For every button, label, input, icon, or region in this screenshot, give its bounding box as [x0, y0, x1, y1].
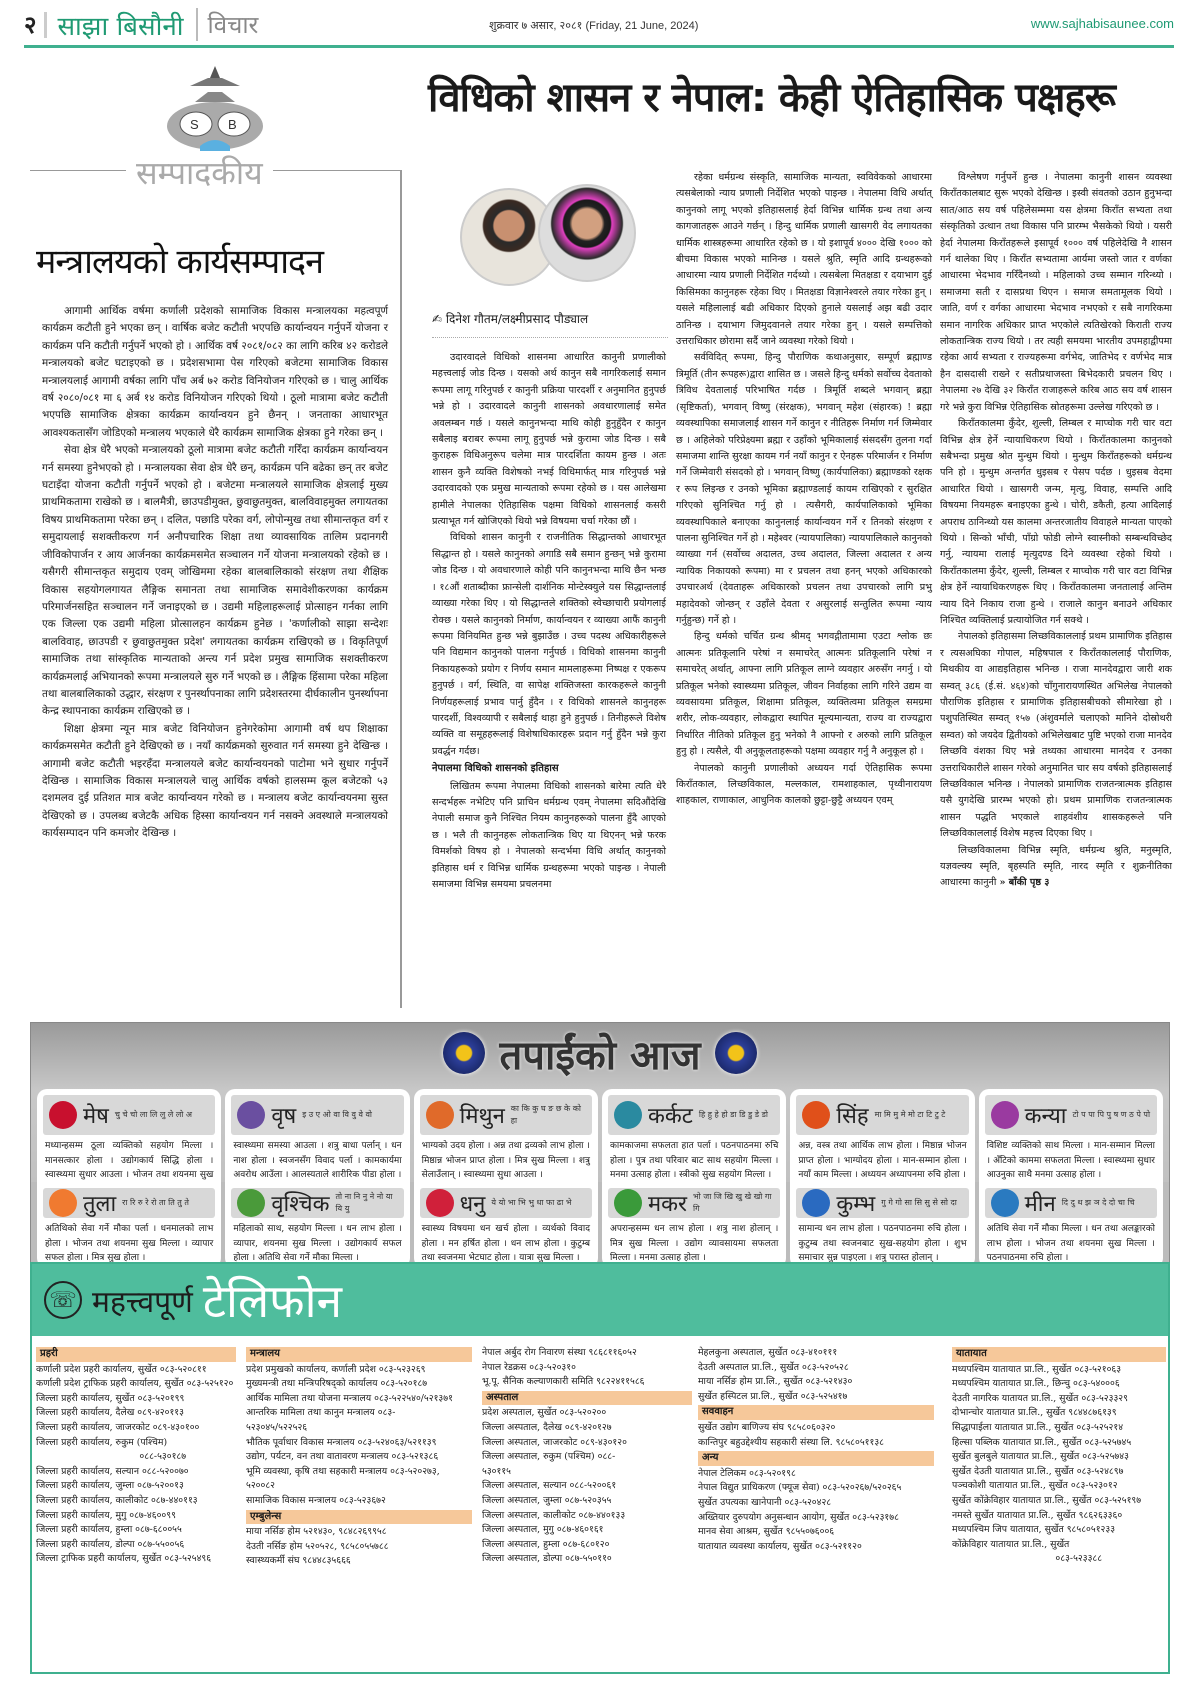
sign-letters: दि दु थ झ ञ दे दो चा चि [1061, 1198, 1135, 1207]
author-photo-2 [538, 184, 636, 282]
zodiac-sign-icon [614, 1189, 642, 1217]
directory-entry: मानव सेवा आश्रम, सुर्खेत ९८५५०७६००६ [698, 1526, 835, 1538]
sign-header [608, 1188, 780, 1218]
sign-header [420, 1095, 592, 1135]
directory-entry: जिल्ला प्रहरी कार्यालय, दैलेख ०८९-४२०११३ [36, 1407, 184, 1419]
directory-entry: सुर्खेत बुलबुले यातायात प्रा.लि., सुर्खेत ०८३-५२५७४३ [952, 1451, 1129, 1463]
directory-entry: मध्यपश्चिम यातायात प्रा.लि., सुर्खेत ०८३-५२१०६३ [952, 1363, 1122, 1375]
directory-entry: जिल्ला अस्पताल, डोल्पा ०८७-५५०११० [482, 1553, 612, 1565]
article-paragraph: नेपालको इतिहासमा लिच्छविकाललाई प्रथम प्रामाणिक इतिहास र त्यसअघिका गोपाल, महिषपाल र किराँतकाललाई पौराणिक, मिथकीय वा आद्यइतिहास भनिन्छ । राजा मानदेवद्वारा जारी शक सम्वत् ३८६ (ई.सं. ४६४)को चाँगुनारायणस्थित अभिलेख नेपालको पौराणिक इतिहास र प्रामाणिक इतिहासबीचको सीमारेखा हो । पशुपतिस्थित सम्वत् १५७ (अंशुवर्माले चलाएको मानिने दोस्रोथरी सम्वत) को जयदेव द्वितीयको अभिलेखबाट पुष्टि भएको राजा मानदेव लिच्छवि वंशका थिए भन्ने तथ्यका आधारमा मानदेव र उनका उत्तराधिकारीले शासन गरेको अनुमानित चार सय वर्षको इतिहासलाई लिच्छविकाल भनिन्छ । नेपालको प्रामाणिक राजतन्त्रात्मक इतिहास यसै युगदेखि प्रारम्भ भएको हो। प्रथम प्रामाणिक राजतन्त्रात्मक शासन पद्धति भएकाले शाहवंशीय शासकहरूले पनि लिच्छविकाललाई विशेष महत्त्व दिएका थिए । [940, 631, 1173, 840]
directory-entry: जिल्ला प्रहरी कार्यालय, जुम्ला ०८७-५२००१३ [36, 1480, 184, 1492]
sign-letters: मा मि मु मे मो टा टि टु टे [874, 1110, 946, 1119]
directory-entry: आन्तरिक मामिला तथा कानुन मन्त्रालय ०८३- [246, 1407, 396, 1419]
sign-fortune: स्वास्थ्यमा समस्या आउला । शत्रु बाधा पर्लान् । धन नाश होला । स्वजनसँग विवाद पर्ला । कामकार्यमा अवरोध आउँला । आलस्यताले शारीरिक पीडा होला । [233, 1141, 402, 1180]
editorial-body [42, 303, 388, 843]
directory-entry: सामाजिक विकास मन्त्रालय ०८३-५२३६७२ [246, 1494, 386, 1506]
directory-entry: नमस्ते सुर्खेत यातायात प्रा.लि., सुर्खेत ९८६२६३३६० [952, 1509, 1123, 1521]
directory-entry: हिल्सा पब्लिक यातायात प्रा.लि., सुर्खेत ०८३-५२५७४५ [952, 1436, 1132, 1448]
article-paragraph: उदारवादले विधिको शासनमा आधारित कानुनी प्रणालीको महत्त्वलाई जोड दिन्छ । यसको अर्थ कानुन सबै नागरिकलाई समान रूपमा लागू गरिनुपर्छ र कानुनी प्रक्रिया पारदर्शी र अनुमानित हुनुपर्छ भन्ने हो । उदारवादले कानुनी शासनको अवधारणालाई समेत अवलम्बन गर्छ । यसले कानुनभन्दा माथि कोही हुनुहुँदैन र कानुन सबैलाइ बराबर रूपमा लागू हुनुपर्छ भन्ने कुरामा जोड दिन्छ । सबै कुराहरू विधिअनुरूप चलेमा मात्र पारदर्शिता कायम हुन्छ । अतः शासन कुनै व्यक्ति विशेषको नभई विधिमार्फत् मात्र गरिनुपर्छ भन्ने उदारवादको एक प्रमुख मान्यताको रूपमा रहेको छ । यस आलेखमा हामीले नेपालका ऐतिहासिक पक्षमा विधिको शासनलाई कसरी प्रत्याभूत गर्न खोजिएको थियो भन्ने विषयमा चर्चा गरेका छौं । [432, 352, 666, 528]
sign-letters: टो प पा पि पु ष ण ठ पे पो [1072, 1110, 1151, 1119]
directory-entry: सुर्खेत उपत्यका खानेपानी ०८३-५२०४२८ [698, 1496, 832, 1508]
article-paragraph: विधिको शासन कानुनी र राजनीतिक सिद्धान्तको आधारभूत सिद्धान्त हो । यसले कानुनको अगाडि सबै समान हुन्छन् भन्ने कुरामा जोड दिन्छ । यो अवधारणाले कोही पनि कानुनभन्दा माथि छैन भन्छ । १८औं शताब्दीका फ्रान्सेली दार्शनिक मोन्टेस्क्युले यस सिद्धान्तलाई व्याख्या गरेका थिए । यो सिद्धान्तले शक्तिको स्वेच्छाचारी प्रयोगलाई रोक्छ । यसले कानुनको निर्माण, कार्यान्वयन र व्याख्या आफैं कानुनी रूपमा विनियमित हुन्छ भन्ने बुझाउँछ । उच्च पदस्थ अधिकारीहरूले पनि विद्यमान कानुनको पालना गर्नुपर्छ । विधिको शासनमा कानुनी निकायहरूको प्रयोग र निर्णय समान मामलाहरूमा निष्पक्ष र एकरूप हुनुपर्छ । वर्ग, स्थिति, वा सापेक्ष शक्तिजस्ता कारकहरूले कानुनी निर्णयहरूलाई प्रभाव पार्नु हुँदैन । र विधिको शासनले कानुनहरू पारदर्शी, विश्वव्यापी र सबैलाई थाहा हुने हुनुपर्छ । तिनीहरूले विशेष व्यक्ति वा समूहहरूलाई विशेषाधिकारहरू प्रदान गर्नु हुँदैन भन्ने कुरा प्रवर्द्धन गर्दछ। [432, 532, 666, 757]
directory-entry: भू.पू. सैनिक कल्याणकारी समिति ९८२२४११५८६ [482, 1376, 645, 1388]
directory-entry: नेपाल रेडक्रस ०८३-५२०३१० [482, 1361, 576, 1373]
directory-entry: प्रदेश अस्पताल, सुर्खेत ०८३-५२०२०० [482, 1407, 607, 1419]
sign-fortune: मध्यान्हसम्म ठूला व्यक्तिको सहयोग मिल्ला । मानसत्कार होला । उद्योगकार्य सिद्धि होला । स्वास्थ्यमा सुधार आउला । भोजन तथा शयनमा सुख [45, 1141, 214, 1180]
directory-column [698, 1346, 934, 1554]
directory-entry: कर्णाली प्रदेश प्रहरी कार्यालय, सुर्खेत ०८३-५२०८११ [36, 1363, 207, 1375]
telephone-subtitle: महत्त्वपूर्ण [92, 1284, 193, 1320]
sign-name: वृश्चिक [271, 1192, 330, 1217]
sign-name: मेष [83, 1104, 109, 1129]
article-column-1 [432, 350, 666, 893]
sign-name: वृष [271, 1104, 297, 1129]
phone-icon: ☏ [44, 1281, 82, 1319]
sign-fortune: महिलाको साथ, सहयोग मिल्ला । धन लाभ होला । व्यापार, शयनमा सुख मिल्ला । उद्योगकार्य सफल होला । अतिथि सेवा गर्ने मौका मिल्ला । [233, 1224, 402, 1263]
directory-entry: देउती नागरिक यातायत प्रा.लि., सुर्खेत ०८३-५२३३२९ [952, 1392, 1128, 1404]
logo-letter-b: B [228, 117, 237, 132]
sign-letters: हि हु हे हो डा डि डु डे डो [698, 1110, 768, 1119]
website-link[interactable]: www.sajhabisaunee.com [1030, 16, 1174, 31]
author-names: दिनेश गौतम/लक्ष्मीप्रसाद पौड्याल [445, 312, 589, 326]
article-column-3 [940, 170, 1172, 892]
sign-name: मकर [647, 1192, 688, 1217]
directory-entry: मेहलकुना अस्पताल, सुर्खेत ०८३-४१०१११ [698, 1347, 838, 1358]
sign-header [985, 1095, 1157, 1135]
directory-entry: स्वास्थ्यकर्मी संघ ९८४४८३५६६६ [246, 1555, 351, 1567]
section-name: विचार [196, 8, 259, 41]
sign-header [420, 1188, 592, 1218]
sign-name: तुला [83, 1192, 117, 1217]
directory-entry: जिल्ला प्रहरी कार्यालय, सुर्खेत ०८३-५२०१९९ [36, 1392, 185, 1404]
directory-entry: जिल्ला प्रहरी कार्यालय, कालीकोट ०८७-४४०११३ [36, 1494, 198, 1506]
directory-entry: ५२३०४५/५२२५२६ [246, 1421, 308, 1433]
editorial-paragraph: सेवा क्षेत्र धेरै भएको मन्त्रालयको ठूलो मात्रामा बजेट कटौती गरिँदा कार्यक्रम कार्यान्वयन गर्न समस्या हुनेभएको हो । मन्त्रालयका सेवा क्षेत्र धेरै छन्, कार्यक्रम पनि बढेका छन् तर बजेट घटाइँदा योजना कटौती गर्नुपर्ने भएको हो । बजेटमा मन्त्रालयले सामाजिक क्षेत्रलाई मुख्य प्राथमिकतामा राखेको छ । बालमैत्री, छाउपडीमुक्त, छुवाछुतमुक्त, बालविवाहमुक्त लगायतका विषय प्राथमिकतामा परेका छन् । दलित, पछाडि परेका वर्ग, लोपोन्मुख तथा सीमान्तकृत वर्ग र समुदायलाई सशक्तीकरण गर्न अनौपचारिक शिक्षा तथा व्यावसायिक तालिम प्रदानगरी जीविकोपार्जन र आय आर्जनका कार्यक्रमसमेत सञ्चालन गर्ने योजना मन्त्रालयको रहेको छ । यसैगरी सीमान्तकृत समुदाय एवम् जोखिममा रहेका बालबालिकाको संरक्षण तथा शैक्षिक विकास सहयोगलगायत लैङ्गिक समानता तथा सामाजिक समावेशीकरणका कार्यक्रम परिमार्जनसहित सञ्चालन गर्ने जनाइएको छ । उद्यमी महिलाहरूलाई प्रोत्साहन गर्नका लागि एक जिल्ला एक उद्यमी महिला प्रोत्सालहन कार्यक्रम हुनेछ । 'कर्णालीको साझा सन्देशः बालविवाह, छाउपडी र छुवाछुतमुक्त प्रदेश' लगायतका कार्यक्रम राखिएको छ । विकृतिपूर्ण सामाजिक तथा सांस्कृतिक मान्यताको अन्त्य गर्न प्रदेश प्रमुख सामाजिक सशक्तीकरण कार्यक्रमलाई अभियानको रूपमा मन्त्रालयले सुरु गर्ने भएको छ । लैङ्गिक हिंसामा परेका महिला तथा बालबालिकाको उद्धार, संरक्षण र पुनर्स्थापनाका लागि प्रदेशस्तरमा दीर्घकालीन पुनर्स्थापना केन्द्र स्थापनाका कार्यक्रम राखिएको छ । [42, 444, 388, 718]
directory-category: सववाहन [698, 1405, 934, 1420]
directory-entry: भौतिक पूर्वाधार विकास मन्त्रालय ०८३-५२४०६३/५२११३९ [246, 1436, 437, 1448]
directory-entry: जिल्ला ट्राफिक प्रहरी कार्यालय, सुर्खेत ०८३-५२५४९६ [36, 1553, 212, 1565]
directory-category: मन्त्रालय [246, 1347, 472, 1362]
directory-category: अन्य [698, 1451, 934, 1466]
article-paragraph: नेपालको कानुनी प्रणालीको अध्ययन गर्दा ऐतिहासिक रूपमा किराँतकाल, लिच्छविकाल, मल्लकाल, रामशाहकाल, पृथ्वीनारायण शाहकाल, राणाकाल, आधुनिक कालको छुट्टा-छुट्टै अध्ययन एवम् [676, 762, 932, 807]
sign-header [608, 1095, 780, 1135]
article-paragraph: सर्वविदित् रूपमा, हिन्दु पौराणिक कथाअनुसार, सम्पूर्ण ब्रह्माण्ड त्रिमूर्ति (तीन रूपहरू)द्वारा शासित छ । जसले हिन्दु धर्मको सर्वोच्च देवताको त्रिविध देवतालाई परिभाषित गर्दछ । त्रिमूर्ति शब्दले भगवान् ब्रह्मा (सृष्टिकर्ता), भगवान् विष्णु (संरक्षक), भगवान् महेश (संहारक) ! ब्रह्मा व्यवस्थापिका समाजलाई शासन गर्ने कानुन र नीतिहरू निर्माण गर्न जिम्मेवार छ । अहिलेको परिप्रेक्ष्यमा ब्रह्मा र उहाँको भूमिकालाई संसदसँग तुलना गर्दा समाजमा शान्ति सुरक्षा कायम गर्न नयाँ कानुन र ऐनहरू परिमार्जन र निर्माण गर्ने जिम्मेवारी संसदको हो । भगवान् विष्णु (कार्यपालिका) ब्रह्माण्डको रक्षक र रूप लिइन्छ र उनको भूमिका ब्रह्माण्डलाई कायम राखिएको र सुरक्षित गरिएको सुनिश्चित गर्नु हो । त्यसैगरी, कार्यपालिकाको भूमिका व्यवस्थापिकाले बनाएका कानुनलाई कार्यान्वयन गर्ने र तिनको संरक्षण र पालना सुनिश्चित गर्ने हो । महेश्वर (न्यायपालिका) न्यायपालिकाले कानुनको व्याख्या गर्न (सर्वोच्च अदालत, उच्च अदालत, जिल्ला अदालत र अन्य न्यायिक निकायको रूपमा) मा र प्रचलन तथा हनन् भएको अधिकारको उपचारअर्थ (देवताहरू अधिकारको प्रचलन तथा उपचारको लागि प्रभु महादेवको जोन्छन् र उहाँले देवता र असुरलाई सन्तुलित रूपमा न्याय गर्नुहुन्छ) गर्ने हो । [676, 352, 932, 626]
sign-fortune: अन्न, वस्त्र तथा आर्थिक लाभ होला । मिष्ठान्न भोजन प्राप्त होला । भाग्योदय होला । मान-सम्मान होला । नयाँ काम मिल्ला । अध्ययन अध्यापनमा रुचि होला । [798, 1141, 967, 1180]
sign-letters: का कि कु घ ङ छ के को हा [510, 1104, 581, 1125]
article-byline [432, 310, 668, 338]
directory-entry: पञ्चकोशी यातायात प्रा.लि., सुर्खेत ०८३-५२३०१२ [952, 1480, 1118, 1492]
zodiac-sign-icon [49, 1189, 77, 1217]
zodiac-sign-icon [426, 1101, 454, 1129]
sign-name: कुम्भ [836, 1192, 876, 1217]
article-paragraph: रहेका धर्मग्रन्थ संस्कृति, सामाजिक मान्यता, स्वविवेकको आधारमा त्यसबेलाको न्याय प्रणाली निर्देशित भएको पाइन्छ । नेपालमा विधि अर्थात् कानुनको लागू भएको इतिहासलाई हेर्दा विभिन्न धार्मिक ग्रन्थ तथा अन्य कागजातहरू आउने गर्छन् । हिन्दु धार्मिक प्रणाली खासगरी वेद लगायतका धार्मिक शास्त्रहरूमा आधारित रहेको छ । यो इशापूर्व ४००० देखि १००० को बीचमा विकास भएको मानिन्छ । यसले श्रुति, स्मृति आदि ग्रन्थहरूको आधारमा न्याय प्रणाली निर्देशित गर्दथ्यो । त्यसबेला मितक्षडा र दयाभाग दुई किसिमका कानुनहरू रहेका थिए । मितक्षडा विज्ञानेश्वरले तयार गरेका हुन् । यसले महिलालाई बढी अधिकार दिएको हुनाले यसलाई अझ बढी उदार ठानिन्छ । दयाभाग जिमुदवानले तयार गरेका हुन् । यसले सम्पत्तिको उत्तराधिकार छोरामा सर्दै जाने व्यवस्था गरेको थियो । [676, 172, 932, 348]
sign-fortune: अतिथिको सेवा गर्ने मौका पर्ला । धनमालको लाभ होला । भोजन तथा शयनमा सुख मिल्ला । व्यापार सफल होला । मित्र सुख होला । [45, 1224, 214, 1263]
zodiac-sign-icon [802, 1101, 830, 1129]
sign-header [231, 1188, 403, 1218]
sign-name: धनु [459, 1192, 486, 1217]
directory-entry: अख्तियार दुरुपयोग अनुसन्धान आयोग, सुर्खेत ०८३-५२३१७८ [698, 1511, 899, 1523]
telephone-directory [30, 1262, 1170, 1674]
editorial-paragraph: शिक्षा क्षेत्रमा न्यून मात्र बजेट विनियोजन हुनेगरेकोमा आगामी वर्ष थप शिक्षाका कार्यक्रमसमेत कटौती हुने देखिएको छ । नयाँ कार्यक्रमको सुरुवात गर्न समस्या हुने देखिन्छ । आगामी बजेट कटौती भइरहँदा मन्त्रालयले बजेट कार्यान्वयनको पाटोमा भने सुधार गर्नुपर्ने देखिन्छ । सामाजिक विकास मन्त्रालयले चालु आर्थिक वर्षको हालसम्म कूल बजेटको ५३ दशमलव दुई प्रतिशत मात्र बजेट कार्यान्वयन गरेको छ । मन्त्रालय बजेट कार्यान्वयनमा सुस्त देखिएको छ । उपलब्ध बजेटकै अधिक हिस्सा कार्यान्वयन गर्न नसक्ने अवस्थाले मन्त्रालयको कार्यसम्पादन पनि कमजोर देखिन्छ । [42, 722, 388, 840]
editorial-label: सम्पादकीय [126, 151, 273, 194]
sign-fortune: सामान्य धन लाभ होला । पठनपाठनमा रुचि होला । कुटुम्ब तथा स्वजनबाट सुख-सहयोग होला । शुभ समाचार सुन्न पाइएला । शत्रु परास्त होलान् । [798, 1224, 967, 1263]
directory-entry: कर्णाली प्रदेश ट्राफिक प्रहरी कार्यालय, सुर्खेत ०८३-५२५१२० [36, 1378, 234, 1390]
horoscope-card [225, 1182, 409, 1268]
sign-name: मिथुन [459, 1104, 505, 1129]
sign-header [43, 1188, 215, 1218]
directory-entry: जिल्ला प्रहरी कार्यालय, जाजरकोट ०८९-४३०१०० [36, 1421, 200, 1433]
article-text: लिच्छविकालमा विभिन्न स्मृति, धर्मग्रन्थ श्रुति, मनुस्मृति, यज्ञवल्क्य स्मृति, बृहस्पति स्मृति, नारद स्मृति र शुक्रनीतिका आधारमा कानुनी [940, 844, 1172, 889]
horoscope-row [30, 1182, 1170, 1268]
directory-entry: जिल्ला अस्पताल, दैलेख ०८९-४२०१२७ [482, 1421, 612, 1433]
sign-letters: भो जा जि खि खु खे खो गा गि [693, 1192, 772, 1213]
directory-column [246, 1346, 472, 1569]
zodiac-sign-icon [991, 1101, 1019, 1129]
sign-name: सिंह [836, 1104, 869, 1129]
directory-entry: सिद्धापाईला यातायात प्रा.लि., सुर्खेत ०८३-५२५२१४ [952, 1421, 1124, 1433]
page-header [24, 4, 1174, 48]
article-paragraph [940, 843, 1172, 892]
directory-entry: दोभान्चोर यातायात प्रा.लि., सुर्खेत ९८४४८७६१३९ [952, 1407, 1117, 1419]
directory-entry: नेपाल अर्बुद रोग निवारण संस्था ९८६८११६०५२ [482, 1347, 637, 1358]
directory-entry: जिल्ला अस्पताल, कालीकोट ०८७-४४०१३३ [482, 1509, 626, 1521]
directory-entry: जिल्ला प्रहरी कार्यालय, हुम्ला ०८७-६८००५५ [36, 1524, 182, 1536]
directory-entry: नेपाल टेलिकम ०८३-५२०१९८ [698, 1467, 796, 1479]
directory-entry: देउती नर्सिङ होम ५२०५२८, ९८५८०५५७८८ [246, 1540, 389, 1552]
directory-entry: जिल्ला प्रहरी कार्यालय, डोल्पा ०८७-५५००५६ [36, 1538, 185, 1550]
horoscope-card [602, 1182, 786, 1268]
article-column-2 [676, 170, 932, 810]
directory-entry: जिल्ला प्रहरी कार्यालय, मुगु ०८७-४६००९९ [36, 1509, 176, 1521]
directory-entry: माया नर्सिङ होम ५२१४३०, ९८४८२६९९५८ [246, 1526, 387, 1538]
sign-fortune: कामकाजमा सफलता हात पर्ला । पठनपाठनमा रुचि होला । पुत्र तथा परिवार बाट साथ सहयोग मिल्ला । मनमा उत्साह होला । स्त्रीको सुख सहयोग मिल्ला । [609, 1141, 779, 1180]
sign-letters: ये यो भा भि भु धा फा ढा भे [491, 1198, 572, 1207]
directory-category: अस्पताल [482, 1391, 692, 1406]
directory-entry: सुर्खेत देउती यातायात प्रा.लि., सुर्खेत ०८३-५२४८९७ [952, 1465, 1124, 1477]
directory-entry: जिल्ला प्रहरी कार्यालय, सल्यान ०८८-५२००७० [36, 1465, 189, 1477]
zodiac-sign-icon [49, 1101, 77, 1129]
horoscope-card [790, 1182, 974, 1268]
directory-column [952, 1346, 1166, 1567]
article-subheading: नेपालमा विधिको शासनको इतिहास [432, 763, 559, 775]
sign-fortune: अपरान्हसम्म धन लाभ होला । शत्रु नाश होलान् । मित्र सुख मिल्ला । उद्योग व्यावसायमा सफलता मिल्ला । मनमा उत्साह होला । [609, 1224, 779, 1263]
directory-category: यातायात [952, 1347, 1166, 1362]
directory-entry: नेपाल विद्युत प्राधिकरण (फ्यूज सेवा) ०८३-५२०२६७/५२०२६५ [698, 1482, 902, 1494]
article-paragraph: किराँतकालमा कुँदेर, शुल्ली, लिम्बल र माप्चोक गरी चार वटा विभिन्न क्षेत्र हेर्ने न्यायाधिकरण थियो । किराँतकालमा कानुनको सबैभन्दा प्रमुख श्रोत मुन्धुम थियो । मुन्धुम किराँतहरूको धर्मग्रन्थ पनि हो । मुन्धुम अन्तर्गत धुइसब र पेसप पर्दछ । धुइसब वेदमा आधारित थियो । खासगरी जन्म, मृत्यु, विवाह, सम्पत्ति आदि विषयमा नियमहरू बनाइएका हुन्थे । चोरी, डकैती, हत्या आदिलाई अपराध ठानिन्थ्यो यस कालमा अन्तरजातीय विवाहले मान्यता पाएको थियो । सिन्को भाँची, पाँग्रो फोडी लोग्ने स्वास्नीको सम्बन्धविच्छेद गर्नु, न्यायमा रालाई मृत्युदण्ड दिने व्यवस्था रहेको थियो । किराँतकालमा कुँदेर, शुल्ली, लिम्बल र माप्चोक गरी चार वटा विभिन्न क्षेत्र हेर्ने न्यायाधिकरणहरू थिए । किराँतकालमा जनतालाई अन्तिम न्याय दिने निकाय राजा हुन्थे । राजाले कानुन बनाउने अधिकार निश्चित व्यक्तिलाई प्रत्यायोजित गर्न सक्थे । [940, 418, 1172, 626]
sign-letters: इ उ ए ओ वा वि वु वे वो [302, 1110, 373, 1119]
sign-fortune: भाग्यको उदय होला । अन्न तथा द्रव्यको लाभ होला । मिष्ठान्न भोजन प्राप्त होला । मित्र सुख मिल्ला । शत्रु सेलाउँलान् । स्वास्थ्यमा सुधा आउला । [421, 1141, 590, 1180]
sign-header [796, 1095, 968, 1135]
directory-entry: जिल्ला प्रहरी कार्यालय, रुकुम (पश्चिम) [36, 1436, 168, 1448]
directory-entry: भूमि व्यवस्था, कृषि तथा सहकारी मन्त्रालय ०८३-५२०२७३, [246, 1465, 440, 1477]
directory-entry: जिल्ला अस्पताल, रुकुम (पश्चिम) ०८८- [482, 1451, 616, 1463]
issue-date: शुक्रवार ७ असार, २०८१ (Friday, 21 June, 2024) [489, 20, 699, 32]
zodiac-sign-icon [802, 1189, 830, 1217]
directory-entry: देउती अस्पताल प्रा.लि., सुर्खेत ०८३-५२०५२८ [698, 1361, 849, 1373]
directory-entry: ०८८-५३०१८७ [36, 1451, 187, 1463]
directory-entry: जिल्ला अस्पताल, जाजरकोट ०८९-४३०१२० [482, 1436, 627, 1448]
editorial-box [30, 154, 402, 1008]
article-title: विधिको शासन र नेपाल: केही ऐतिहासिक पक्षहरू [428, 75, 1115, 121]
sign-fortune: अतिथि सेवा गर्ने मौका मिल्ला । धन तथा अलङ्कारको लाभ होला । भोजन तथा शयनमा सुख मिल्ला । पठनपाठनमा रुचि होला । [986, 1224, 1155, 1263]
horoscope-card [979, 1182, 1163, 1268]
directory-entry: सुर्खेत हस्पिटल प्रा.लि., सुर्खेत ०८३-५२५४१७ [698, 1390, 848, 1402]
directory-column [36, 1346, 236, 1567]
author-photos [450, 184, 650, 294]
directory-category: एम्बुलेन्स [246, 1510, 472, 1525]
sign-letters: रा रि रु रे रो ता ति तु ते [122, 1198, 189, 1207]
page-number: २ [24, 10, 37, 39]
telephone-header [32, 1264, 1168, 1336]
pen-icon: ✍ [432, 312, 446, 326]
article-paragraph: लिखितम रूपमा नेपालमा विधिको शासनको बारेमा त्यति धेरै सन्दर्भहरू नभेटिए पनि प्राचिन धर्मग्रन्थ एवम् नेपालमा सदिऔंदेखि नेपाली समाज कुनै निश्चित नियम कानुनहरूको पालना हुँदै आएको छ । भलै ती कानुनहरू लोकतान्त्रिक थिए या थिएनन् भन्ने फरक विमर्शको विषय हो । नेपालको सन्दर्भमा विधि अर्थात् कानुनको इतिहास धर्म र विभिन्न धार्मिक ग्रन्थहरूमा भएको पाइन्छ । नेपाली समाजमा विभिन्न समयमा प्रचलनमा [432, 780, 666, 890]
sign-header [796, 1188, 968, 1218]
directory-entry: कान्तिपुर बहुउद्देश्यीय सहकारी संस्था लि. ९८५८०५११३८ [698, 1436, 885, 1448]
zodiac-wheel-icon [715, 1032, 757, 1074]
directory-entry: माया नर्सिङ होम प्रा.लि., सुर्खेत ०८३-५२१४३० [698, 1376, 853, 1388]
directory-entry: प्रदेश प्रमुखको कार्यालय, कर्णाली प्रदेश ०८३-५२३२६९ [246, 1363, 426, 1375]
sign-header [43, 1095, 215, 1135]
horoscope-card [414, 1182, 598, 1268]
sign-letters: गु गे गो सा सि सु से सो दा [881, 1198, 957, 1207]
sign-header [985, 1188, 1157, 1218]
directory-entry: जिल्ला अस्पताल, मुगु ०८७-४६०१६१ [482, 1524, 604, 1536]
directory-entry: मुख्यमन्त्री तथा मन्त्रिपरिषद्को कार्यालय ०८३-५२०१८७ [246, 1378, 428, 1390]
zodiac-sign-icon [237, 1189, 265, 1217]
sign-fortune: विशिष्ट व्यक्तिको साथ मिल्ला । मान-सम्मान मिल्ला । अँटिको काममा सफलता मिल्ला । स्वास्थ्यमा सुधार आउनुका साथै मनमा उत्साह होला । [986, 1141, 1155, 1180]
directory-column [482, 1346, 692, 1567]
directory-entry: सुर्खेत कोंक्रेविहार यातायात प्रा.लि., सुर्खेत ०८३-५२५१९७ [952, 1494, 1142, 1506]
horoscope-header [31, 1023, 1169, 1083]
article-paragraph: विश्लेषण गर्नुपर्ने हुन्छ । नेपालमा कानुनी शासन व्यवस्था किराँतकालबाट सुरू भएको देखिन्छ । इस्वी संवतको उठान हुनुभन्दा सात/आठ सय वर्ष पहिलेसम्ममा यस क्षेत्रमा किराँत सभ्यता तथा संस्कृतिको उत्थान तथा विकास पनि प्रारम्भ भैसकेको थियो । यसरी हेर्दा नेपालमा किराँतहरूले इसापूर्व १००० वर्ष पहिलेदेखि नै शासन गर्न थालेका थिए । किराँत सभ्यतामा आर्यमा जस्तो जात र वर्णका आधारमा भेदभाव गरिँदैनथ्यो । महिलाको उच्च सम्मान गरिन्थ्यो । समाजमा सती र दासप्रथा थिएन । समाज समतामूलक थियो । जाति, वर्ण र वर्गका आधारमा भेदभाव नभएको र सबै नागरिकमा समान नागरिक अधिकार प्राप्त भएकोले त्यतिखेरको किराती राज्य लोकतान्त्रिक राज्य थियो । तर त्यही समयमा भारतीय उपमहाद्वीपमा रहेका आर्य सभ्यता र राज्यहरूमा वर्गभेद, जातिभेद र वर्णभेद मात्र हैन दासदासी राख्ने र सतीप्रथाजस्ता बिभेदकारी प्रचलन थिए । नेपालमा २७ देखि ३२ किराँत राजाहरूले करिब आठ सय वर्ष शासन गरे भन्ने कुरा विभिन्न ऐतिहासिक स्रोतहरूमा उल्लेख गरिएको छ । [940, 172, 1172, 413]
zodiac-sign-icon [614, 1101, 642, 1129]
sign-fortune: स्वास्थ्य विषयमा धन खर्च होला । व्यर्थको विवाद होला । मन हर्षित होला । धन लाभ होला । कुटुम्ब तथा स्वजनमा भेटघाट होला । यात्रा सुख मिल्ला । [421, 1224, 590, 1263]
article-paragraph: हिन्दु धर्मको चर्चित ग्रन्थ श्रीमद् भगवद्गीतामामा एउटा श्लोक छः आत्मनः प्रतिकूलानि परेषां न समाचरेत् आत्मनः प्रतिकूलानि परेषां न समाचरेत् अर्थात्, आफ्ना लागि प्रतिकूल लाग्ने व्यवहार अरुसँग नगर्नु । यो प्रतिकूल भनेको स्वास्थ्यमा प्रतिकूल, जीवन निर्वाहका लागि गरिने उद्यम वा व्यवसायमा प्रतिकूल, शिक्षामा प्रतिकूल, व्यक्तित्वमा प्रतिकूल समग्रमा शरीर, लोक-व्यवहार, लोकद्वारा स्थापित मूल्यमान्यता, राज्य वा राज्यद्वारा निर्धारित नीतिको प्रतिकूल हुनु भनेको नै आफ्नो र अरुको लागि प्रतिकूल हुनु हो । त्यसैले, यी अनुकूलताहरूको पक्षमा व्यवहार गर्नु नै अनुकूल हो । [676, 631, 932, 758]
sign-name: कन्या [1024, 1104, 1067, 1129]
directory-entry: मध्यपश्चिम यातायात प्रा.लि., छिन्चु ०८३-५४०००६ [952, 1378, 1120, 1390]
telephone-title: टेलिफोन [202, 1274, 343, 1328]
directory-entry: जिल्ला अस्पताल, हुम्ला ०८७-६८०१२० [482, 1538, 610, 1550]
sign-letters: चु चे चो ला लि लु ले लो अ [114, 1110, 192, 1119]
zodiac-sign-icon [237, 1101, 265, 1129]
directory-entry: ५२००८२ [246, 1480, 276, 1492]
directory-entry: आर्थिक मामिला तथा योजना मन्त्रालय ०८३-५२२५४०/५२१३७१ [246, 1392, 453, 1404]
horoscope-title: तपाईंको आज [499, 1032, 701, 1079]
separator [44, 12, 47, 38]
directory-entry: यातायात व्यवस्था कार्यालय, सुर्खेत ०८३-५२११२० [698, 1540, 862, 1552]
sign-header [231, 1095, 403, 1135]
directory-entry: उद्योग, पर्यटन, वन तथा वातावरण मन्त्रालय ०८३-५२१३८६ [246, 1451, 439, 1463]
brand-name[interactable]: साझा बिसौनी [57, 11, 184, 42]
zodiac-sign-icon [426, 1189, 454, 1217]
horoscope-row-2-wrap [30, 1182, 1170, 1268]
directory-entry: सुर्खेत उद्योग बाणिज्य संघ ९८५८०६०३२० [698, 1421, 836, 1433]
sign-name: कर्कट [647, 1104, 693, 1129]
directory-entry: ०८३-५२३३८८ [952, 1553, 1103, 1565]
zodiac-sign-icon [991, 1189, 1019, 1217]
directory-entry: मध्यपश्चिम जिप यातायात, सुर्खेत ९८५८०५१२३३ [952, 1524, 1116, 1536]
directory-entry: जिल्ला अस्पताल, जुम्ला ०८७-५२०३५५ [482, 1494, 612, 1506]
sign-name: मीन [1024, 1192, 1056, 1217]
zodiac-wheel-icon [443, 1032, 485, 1074]
sign-letters: तो ना नि नु ने नो या यि यु [335, 1192, 393, 1213]
editorial-title: मन्त्रालयको कार्यसम्पादन [36, 242, 323, 282]
logo-letter-s: S [190, 117, 199, 132]
directory-category: प्रहरी [36, 1347, 236, 1362]
continued-link[interactable]: » बाँकी पृष्ठ ३ [999, 877, 1050, 889]
directory-entry: ५३०११५ [482, 1465, 512, 1477]
directory-entry: जिल्ला अस्पताल, सल्यान ०८८-५२००६१ [482, 1480, 617, 1492]
editorial-paragraph: आगामी आर्थिक वर्षमा कर्णाली प्रदेशको सामाजिक विकास मन्त्रालयका महत्वपूर्ण कार्यक्रम कटौती हुने भएका छन् । वार्षिक बजेट कटौती भएपछि कार्यान्वयन गर्नुपर्ने योजना र कार्यक्रम पनि कटौती गर्नुपर्ने भएको हो । आर्थिक वर्ष २०८१/०८२ का लागि करिब ४२ करोडले मन्त्रालयको बजेट घटाइएको छ । प्रदेशसभामा पेस गरिएको बजेटमा सामाजिक विकास मन्त्रालयलाई आगामी वर्षका लागि पाँच अर्ब ७२ करोड विनियोजन गरिएको छ । चालु आर्थिक वर्ष २०८०/०८१ मा ६ अर्ब १४ करोड विनियोजन गरिएको थियो । ठूलो मात्रामा बजेट कटौती भएपछि सामाजिक क्षेत्रका कार्यक्रम कार्यान्वयन हुने छैनन् । जनताका आधारभूत आवश्यकतासँग जोडिएको मन्त्रालय भएकाले धेरै कार्यक्रम सामाजिक क्षेत्रका हुने गरेका छन् । [42, 305, 388, 439]
horoscope-card [37, 1182, 221, 1268]
directory-entry: कोंक्रेविहार यातायात प्रा.लि., सुर्खेत [952, 1538, 1070, 1550]
